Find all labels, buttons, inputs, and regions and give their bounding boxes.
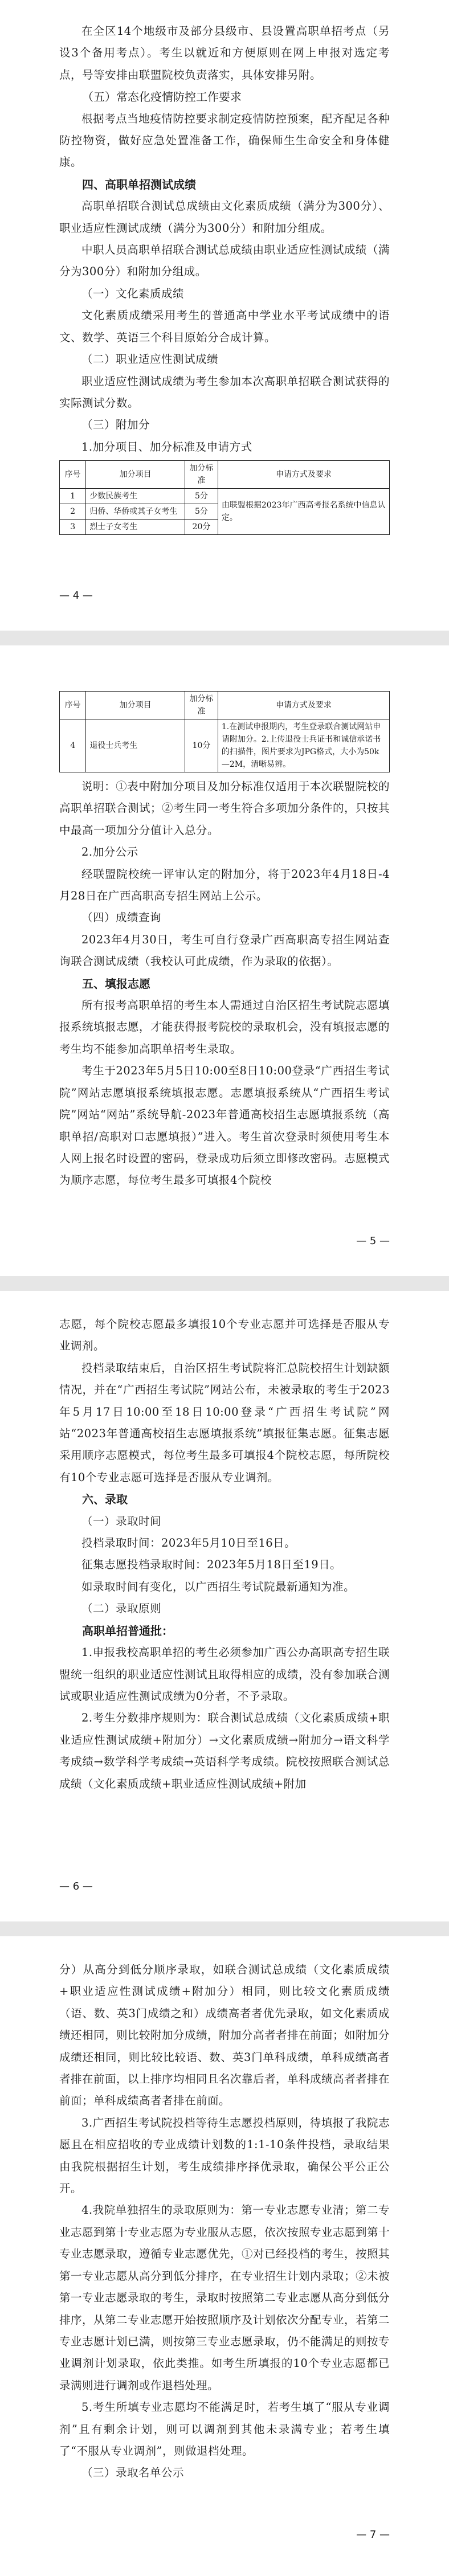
bonus-table-continued — [59, 691, 390, 772]
paragraph: 文化素质成绩采用考生的普通高中学业水平考试成绩中的语文、数学、英语三个科目原始分合成计算。 — [59, 309, 390, 344]
subsection-heading: （一）文化素质成绩 — [81, 287, 185, 300]
page-gap — [0, 1921, 449, 1936]
section-heading: 五、填报志愿 — [82, 976, 150, 991]
paragraph: 如录取时间有变化，以广西招生考试院最新通知为准。 — [81, 1580, 356, 1593]
paragraph: 在全区14个地级市及部分县级市、县设置高职单招考点（另设3个备用考点）。考生以就近和方便原则在网上申报对选定考点，号等安排由联盟院校负责落实，具体安排另附。 — [59, 24, 390, 81]
subsection-heading: （三）附加分 — [81, 418, 150, 432]
table-cell: 少数民族考生 — [86, 489, 185, 504]
paragraph: 4.我院单独招生的录取原则为：第一专业志愿专业清；第二专业志愿到第十专业志愿为专业服从志愿，依次按照专业志愿到第十专业志愿录取，遵循专业志愿优先，①对已经投档的考生，按照其第一专业志愿从高分到低分排序，在专业招生计划内录取；②未被第一专业志愿录取的考生，录取时按照第二专业志愿从高分到低分排序，从第二专业志愿开始按照顺序及计划依次分配专业，若第二专业志愿计划已满，则按第三专业志愿录取，仍不能满足的则按专业调剂计划录取，依此类推。如考生所填报的10个专业志愿都已录满则进行调剂或作退档处理。 — [59, 2203, 390, 2392]
document-page-3 — [0, 1291, 449, 1921]
page-number: — 4 — — [59, 590, 93, 602]
table-cell: 烈士子女考生 — [86, 520, 185, 535]
table-cell: 5分 — [185, 489, 218, 504]
section-heading: 六、录取 — [82, 1493, 128, 1507]
subsection-heading: （三）录取名单公示 — [81, 2466, 185, 2480]
paragraph: 说明：①表中附加分项目及加分标准仅适用于本次联盟院校的高职单招联合测试；②考生同一考生符合多项加分条件的，只按其中最高一项加分分值计入总分。 — [59, 780, 390, 837]
paragraph: 3.广西招生考试院投档等待生志愿投档原则，待填报了我院志愿且在相应招收的专业成绩计划数的1:1-10条件投档，录取结果由我院根据招生计划，考生成绩排序择优录取，确保公平公正公开。 — [59, 2116, 390, 2195]
page-gap — [0, 1276, 449, 1291]
paragraph: 志愿，每个院校志愿最多填报10个专业志愿并可选择是否服从专业调剂。 — [59, 1318, 390, 1353]
paragraph: 经联盟院校统一评审认定的附加分，将于2023年4月18日-4月28日在广西高职高专招生网站上公示。 — [59, 867, 390, 903]
table-cell: 由联盟根据2023年广西高考报名系统中信息认定。 — [218, 489, 389, 535]
section-heading: （五）常态化疫情防控工作要求 — [82, 90, 242, 104]
table-cell: 退役士兵考生 — [86, 719, 185, 772]
table-cell: 1.在测试申报期内，考生登录联合测试网站申请附加分。2.上传退役士兵证书和诚信承诺书的扫描件，图片要求为JPG格式，大小为50k—2M，清晰易辨。 — [218, 719, 389, 772]
page-number: — 5 — — [356, 1235, 390, 1247]
table-cell: 10分 — [185, 719, 218, 772]
paragraph: 2023年4月30日，考生可自行登录广西高职高专招生网站查询联合测试成绩（我校认可此成绩，作为录取的依据）。 — [59, 933, 390, 968]
document-page-2 — [0, 645, 449, 1276]
subsection-heading: 高职单招普通批： — [82, 1624, 173, 1638]
paragraph: 中职人员高职单招联合测试总成绩由职业适应性测试成绩（满分为300分）和附加分组成。 — [59, 243, 390, 279]
paragraph: 1.加分项目、加分标准及申请方式 — [81, 440, 252, 453]
bonus-table — [59, 460, 390, 535]
paragraph: 征集志愿投档录取时间：2023年5月18日至19日。 — [81, 1558, 342, 1572]
paragraph: 根据考点当地疫情防控要求制定疫情防控预案，配齐配足各种防控物资，做好应急处置准备工作，确保师生生命安全和身体健康。 — [59, 112, 390, 169]
paragraph: 高职单招联合测试总成绩由文化素质成绩（满分为300分）、职业适应性测试成绩（满分为300分）和附加分组成。 — [59, 199, 390, 235]
table-header: 加分标准 — [185, 692, 218, 719]
page-number: — 6 — — [59, 1880, 93, 1892]
page-gap — [0, 631, 449, 645]
paragraph: 职业适应性测试成绩为考生参加本次高职单招联合测试获得的实际测试分数。 — [59, 374, 390, 410]
table-header: 申请方式及要求 — [218, 461, 389, 489]
paragraph: 2.加分公示 — [81, 845, 138, 859]
paragraph: 投档录取时间：2023年5月10日至16日。 — [81, 1536, 296, 1550]
subsection-heading: （二）职业适应性测试成绩 — [81, 353, 219, 366]
paragraph: 考生于2023年5月5日10:00至8日10:00登录“广西招生考试院”网站志愿填报系统填报志愿。志愿填报系统从“广西招生考试院”网站“网站”系统导航-2023年普通高校招生志愿填报系统（高职单招/高职对口志愿填报）”进入。考生首次登录时须使用考生本人网上报名时设置的密码，登录成功后须立即修改密码。志愿模式为顺序志愿，每位考生最多可填报4个院校 — [59, 1064, 390, 1187]
table-header: 加分项目 — [86, 461, 185, 489]
table-cell: 归侨、华侨或其子女考生 — [86, 504, 185, 520]
table-cell: 2 — [60, 504, 86, 520]
subsection-heading: （四）成绩查询 — [81, 911, 162, 925]
document-page-4 — [0, 1936, 449, 2576]
page-number: — 7 — — [356, 2529, 390, 2541]
paragraph: 2.考生分数排序规则为：联合测试总成绩（文化素质成绩+职业适应性测试成绩+附加分）→文化素质成绩→附加分→语文科学考成绩→数学科学考成绩→英语科学考成绩。院校按照联合测试总成绩（文化素质成绩+职业适应性测试成绩+附加 — [59, 1711, 390, 1790]
subsection-heading: （一）录取时间 — [81, 1514, 162, 1528]
table-cell: 4 — [60, 719, 86, 772]
table-header: 序号 — [60, 461, 86, 489]
paragraph: 5.考生所填专业志愿均不能满足时，若考生填了“服从专业调剂”且有剩余计划，则可以调剂到其他未录满专业；若考生填了“不服从专业调剂”，则做退档处理。 — [59, 2401, 390, 2458]
paragraph: 1.申报我校高职单招的考生必须参加广西公办高职高专招生联盟统一组织的职业适应性测试且取得相应的成绩，没有参加联合测试或职业适应性测试成绩为0分者，不予录取。 — [59, 1646, 390, 1703]
table-header: 序号 — [60, 692, 86, 719]
paragraph: 分）从高分到低分顺序录取，如联合测试总成绩（文化素质成绩+职业适应性测试成绩+附加分）相同，则比较文化素质成绩（语、数、英3门成绩之和）成绩高者者优先录取，如文化素质成绩还相同，则比较附加分成绩，附加分高者者排在前面；如附加分成绩还相同，则比较比较语、数、英3门单科成绩，单科成绩高者者排在前面，以上排序均相同且名次靠后者，单科成绩高者者排在前面；单科成绩高者者排在前面。 — [59, 1963, 390, 2108]
table-cell: 5分 — [185, 504, 218, 520]
paragraph: 所有报考高职单招的考生本人需通过自治区招生考试院志愿填报系统填报志愿，才能获得报考院校的录取机会，没有填报志愿的考生均不能参加高职单招考生录取。 — [59, 999, 390, 1056]
table-cell: 1 — [60, 489, 86, 504]
document-page-1 — [0, 0, 449, 631]
table-header: 加分标准 — [185, 461, 218, 489]
table-header: 加分项目 — [86, 692, 185, 719]
table-header: 申请方式及要求 — [218, 692, 389, 719]
table-cell: 3 — [60, 520, 86, 535]
table-cell: 20分 — [185, 520, 218, 535]
paragraph: 投档录取结束后，自治区招生考试院将汇总院校招生计划缺额情况，并在“广西招生考试院”网站公布，未被录取的考生于2023年5月17日10:00至18日10:00登录“广西招生考试院”网站“2023年普通高校招生志愿填报系统”填报征集志愿。征集志愿采用顺序志愿模式，每位考生最多可填报4个院校志愿，每所院校有10个专业志愿可选择是否服从专业调剂。 — [59, 1361, 390, 1484]
section-heading: 四、高职单招测试成绩 — [82, 177, 196, 191]
subsection-heading: （二）录取原则 — [81, 1602, 162, 1616]
